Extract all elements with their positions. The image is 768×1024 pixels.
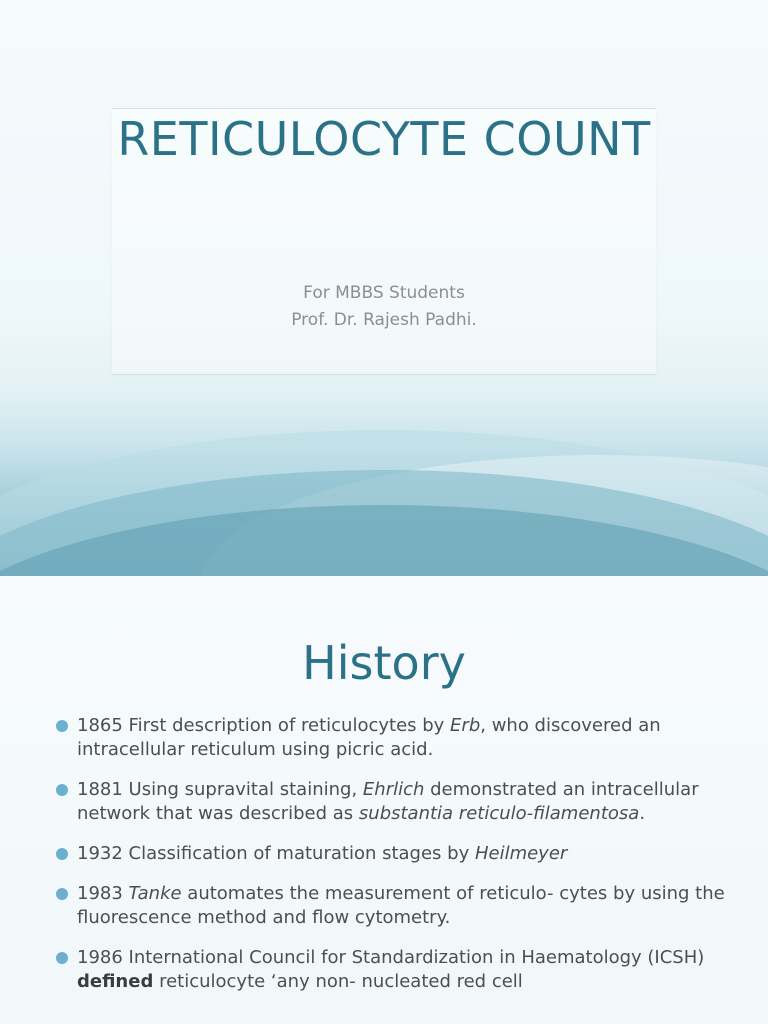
bullet-text: , who discovered an intracellular reticulum using picric acid. (77, 715, 661, 760)
bullet-item (56, 714, 736, 762)
bullet-text: reticulocyte ‘any non- nucleated red cell (153, 971, 523, 992)
bullet-text: Ehrlich (362, 779, 425, 800)
bullet-text: demonstrated an intracellular network that was described as (77, 779, 699, 824)
bullet-item (56, 946, 736, 994)
slide-heading: History (302, 636, 466, 690)
slide-title: RETICULOCYTE COUNT (117, 112, 651, 166)
bullet-text: 1932 Classification of maturation stages by (77, 843, 475, 864)
slide-subtitle-author: Prof. Dr. Rajesh Padhi. (291, 310, 477, 330)
bullet-item (56, 842, 736, 866)
bullet-dot-icon (56, 848, 68, 860)
bullet-item (56, 778, 736, 826)
slide-subtitle-audience: For MBBS Students (303, 283, 465, 303)
bullet-text: 1881 Using supravital staining, (77, 779, 363, 800)
bullet-dot-icon (56, 888, 68, 900)
bullet-text: 1986 International Council for Standardization in Haematology (ICSH) (77, 947, 705, 968)
bullet-dot-icon (56, 720, 68, 732)
bullet-text: substantia reticulo-filamentosa (358, 803, 640, 824)
bullet-dot-icon (56, 784, 68, 796)
bullet-text: . (639, 803, 646, 824)
bullet-text: Heilmeyer (474, 843, 568, 864)
bullet-text: Erb (450, 715, 481, 736)
bullet-text: defined (77, 971, 154, 992)
bullet-text: 1865 First description of reticulocytes by (77, 715, 451, 736)
bullet-text: automates the measurement of reticulo- cytes by using the fluorescence method and flow cytometry. (77, 883, 725, 928)
history-slide (0, 576, 768, 1024)
bullet-list (56, 714, 736, 1010)
bullet-dot-icon (56, 952, 68, 964)
bullet-text: Tanke (128, 883, 182, 904)
bullet-item (56, 882, 736, 930)
bullet-text: 1983 (77, 883, 129, 904)
